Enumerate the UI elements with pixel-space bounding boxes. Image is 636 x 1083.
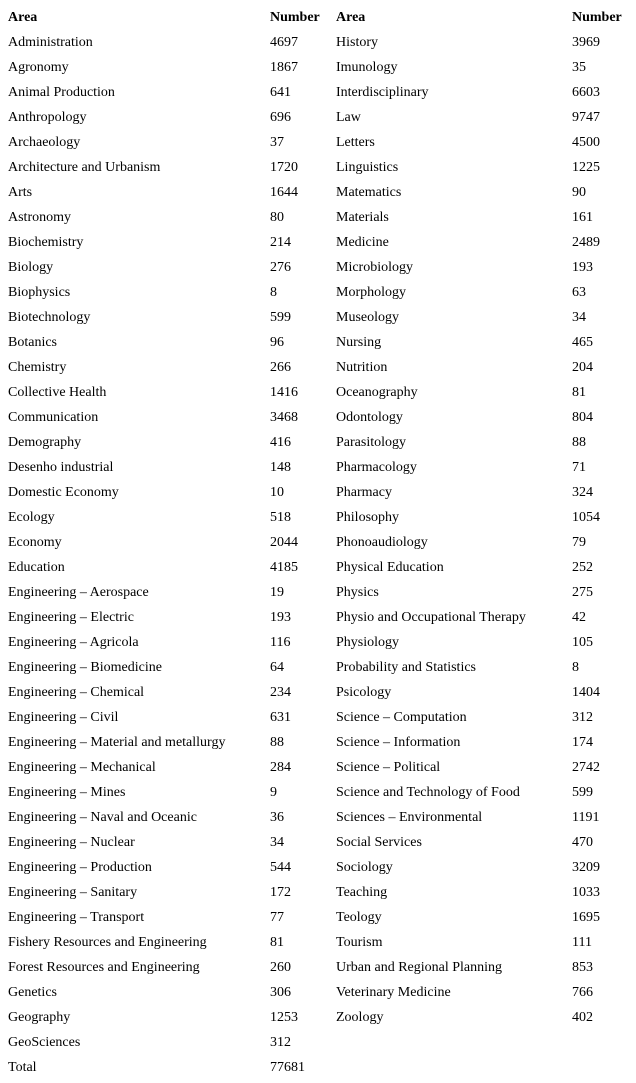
area-cell: Collective Health: [8, 384, 107, 400]
number-cell: 214: [270, 234, 291, 250]
area-cell: Teaching: [336, 884, 388, 900]
number-cell: 36: [270, 809, 284, 825]
table-row: [336, 55, 632, 80]
table-row: [336, 605, 632, 630]
area-cell: Ecology: [8, 509, 55, 525]
area-cell: Science – Political: [336, 759, 441, 775]
table-row: [336, 980, 632, 1005]
table-row: [336, 380, 632, 405]
number-cell: 148: [270, 459, 291, 475]
table-row: [8, 705, 336, 730]
area-cell: Parasitology: [336, 434, 406, 450]
table-row: [8, 855, 336, 880]
table-row: [336, 30, 632, 55]
number-cell: 599: [270, 309, 291, 325]
number-cell: 1033: [572, 884, 600, 900]
header-row: [336, 5, 632, 30]
area-cell: Letters: [336, 134, 375, 150]
table-row: [8, 1005, 336, 1030]
number-cell: 518: [270, 509, 291, 525]
number-cell: 161: [572, 209, 593, 225]
table-row: [8, 680, 336, 705]
table-row: [8, 630, 336, 655]
table-row: [8, 480, 336, 505]
table-row: [8, 205, 336, 230]
area-cell: Urban and Regional Planning: [336, 959, 503, 975]
number-cell: 105: [572, 634, 593, 650]
table-row: [336, 930, 632, 955]
area-cell: Engineering – Biomedicine: [8, 659, 162, 675]
area-cell: Engineering – Mechanical: [8, 759, 156, 775]
area-cell: Pharmacy: [336, 484, 392, 500]
table-row: [8, 230, 336, 255]
area-cell: Engineering – Material and metallurgy: [8, 734, 226, 750]
table-row: [336, 680, 632, 705]
area-cell: Agronomy: [8, 59, 69, 75]
area-cell: Philosophy: [336, 509, 400, 525]
area-cell: Physics: [336, 584, 379, 600]
table-row: [336, 130, 632, 155]
table-row: [336, 205, 632, 230]
number-cell: 116: [270, 634, 291, 650]
area-cell: Education: [8, 559, 65, 575]
table-row: [8, 980, 336, 1005]
area-cell: Interdisciplinary: [336, 84, 429, 100]
number-cell: 1404: [572, 684, 600, 700]
table-row: [336, 505, 632, 530]
number-cell: 193: [270, 609, 291, 625]
area-cell: Forest Resources and Engineering: [8, 959, 200, 975]
area-cell: Psicology: [336, 684, 392, 700]
area-cell: Total: [8, 1059, 37, 1075]
number-cell: 696: [270, 109, 291, 125]
table-row: [336, 105, 632, 130]
area-cell: Architecture and Urbanism: [8, 159, 161, 175]
column-header-area: Area: [8, 9, 38, 25]
number-cell: 34: [572, 309, 586, 325]
table-row: [8, 255, 336, 280]
number-cell: 416: [270, 434, 291, 450]
area-cell: Morphology: [336, 284, 406, 300]
area-cell: Nutrition: [336, 359, 388, 375]
table-row: [8, 580, 336, 605]
area-cell: Tourism: [336, 934, 383, 950]
area-cell: Science – Information: [336, 734, 461, 750]
area-cell: Arts: [8, 184, 33, 200]
table-row: [8, 80, 336, 105]
table-row: [8, 1055, 336, 1080]
number-cell: 252: [572, 559, 593, 575]
area-cell: Probability and Statistics: [336, 659, 476, 675]
table-row: [8, 955, 336, 980]
number-cell: 2489: [572, 234, 600, 250]
table-row: [336, 855, 632, 880]
area-cell: Biochemistry: [8, 234, 84, 250]
table-row: [336, 755, 632, 780]
table-row: [336, 305, 632, 330]
area-cell: Materials: [336, 209, 389, 225]
table-row: [8, 105, 336, 130]
area-cell: Botanics: [8, 334, 57, 350]
number-cell: 324: [572, 484, 593, 500]
areas-table-left: [8, 5, 336, 1080]
area-cell: GeoSciences: [8, 1034, 81, 1050]
number-cell: 4185: [270, 559, 298, 575]
table-row: [336, 155, 632, 180]
table-row: [336, 180, 632, 205]
number-cell: 42: [572, 609, 586, 625]
area-cell: Zoology: [336, 1009, 384, 1025]
number-cell: 1720: [270, 159, 298, 175]
area-cell: Sociology: [336, 859, 393, 875]
table-row: [336, 255, 632, 280]
area-cell: Animal Production: [8, 84, 115, 100]
number-cell: 1644: [270, 184, 298, 200]
area-cell: Geography: [8, 1009, 71, 1025]
number-cell: 2742: [572, 759, 600, 775]
number-cell: 599: [572, 784, 593, 800]
table-row: [336, 705, 632, 730]
number-cell: 6603: [572, 84, 600, 100]
table-row: [336, 730, 632, 755]
area-cell: Engineering – Transport: [8, 909, 145, 925]
area-cell: Chemistry: [8, 359, 67, 375]
area-cell: Teology: [336, 909, 382, 925]
number-cell: 193: [572, 259, 593, 275]
number-cell: 1191: [572, 809, 600, 825]
table-row: [8, 380, 336, 405]
column-header-number: Number: [572, 9, 622, 25]
number-cell: 260: [270, 959, 291, 975]
table-row: [336, 880, 632, 905]
table-row: [336, 955, 632, 980]
number-cell: 8: [572, 659, 579, 675]
table-row: [8, 280, 336, 305]
table-row: [8, 880, 336, 905]
number-cell: 631: [270, 709, 291, 725]
number-cell: 64: [270, 659, 284, 675]
table-row: [8, 555, 336, 580]
area-cell: Engineering – Agricola: [8, 634, 139, 650]
number-cell: 19: [270, 584, 284, 600]
area-cell: Veterinary Medicine: [336, 984, 451, 1000]
number-cell: 1416: [270, 384, 298, 400]
column-header-area: Area: [336, 9, 366, 25]
number-cell: 8: [270, 284, 277, 300]
table-row: [8, 755, 336, 780]
area-cell: Administration: [8, 34, 93, 50]
area-cell: Archaeology: [8, 134, 81, 150]
area-cell: Engineering – Production: [8, 859, 152, 875]
area-cell: Social Services: [336, 834, 422, 850]
area-cell: Desenho industrial: [8, 459, 114, 475]
number-cell: 111: [572, 934, 592, 950]
table-row: [336, 330, 632, 355]
table-row: [336, 580, 632, 605]
area-cell: Phonoaudiology: [336, 534, 428, 550]
area-cell: History: [336, 34, 378, 50]
number-cell: 77681: [270, 1059, 305, 1075]
header-row: [8, 5, 336, 30]
area-cell: Medicine: [336, 234, 389, 250]
area-cell: Sciences – Environmental: [336, 809, 483, 825]
table-row: [8, 905, 336, 930]
column-header-number: Number: [270, 9, 320, 25]
number-cell: 402: [572, 1009, 593, 1025]
table-row: [8, 1030, 336, 1055]
number-cell: 63: [572, 284, 586, 300]
area-cell: Economy: [8, 534, 62, 550]
number-cell: 1695: [572, 909, 600, 925]
area-cell: Biotechnology: [8, 309, 91, 325]
area-cell: Physiology: [336, 634, 400, 650]
table-row: [8, 505, 336, 530]
area-cell: Biophysics: [8, 284, 71, 300]
area-cell: Fishery Resources and Engineering: [8, 934, 207, 950]
number-cell: 544: [270, 859, 291, 875]
number-cell: 79: [572, 534, 586, 550]
number-cell: 174: [572, 734, 593, 750]
area-cell: Biology: [8, 259, 54, 275]
table-row: [8, 530, 336, 555]
area-cell: Domestic Economy: [8, 484, 119, 500]
table-row: [336, 530, 632, 555]
area-cell: Physio and Occupational Therapy: [336, 609, 526, 625]
table-row: [336, 905, 632, 930]
area-cell: Microbiology: [336, 259, 413, 275]
number-cell: 276: [270, 259, 291, 275]
area-cell: Science – Computation: [336, 709, 467, 725]
number-cell: 1054: [572, 509, 600, 525]
area-cell: Odontology: [336, 409, 403, 425]
table-row: [8, 30, 336, 55]
number-cell: 465: [572, 334, 593, 350]
table-row: [8, 930, 336, 955]
number-cell: 312: [572, 709, 593, 725]
number-cell: 204: [572, 359, 593, 375]
area-cell: Engineering – Chemical: [8, 684, 145, 700]
table-row: [8, 330, 336, 355]
area-cell: Engineering – Sanitary: [8, 884, 138, 900]
table-row: [336, 555, 632, 580]
number-cell: 275: [572, 584, 593, 600]
table-row: [336, 630, 632, 655]
number-cell: 804: [572, 409, 593, 425]
table-row: [8, 655, 336, 680]
area-cell: Genetics: [8, 984, 57, 1000]
area-cell: Matematics: [336, 184, 402, 200]
table-row: [8, 830, 336, 855]
area-cell: Linguistics: [336, 159, 399, 175]
table-row: [8, 430, 336, 455]
table-row: [8, 55, 336, 80]
number-cell: 1253: [270, 1009, 298, 1025]
area-cell: Demography: [8, 434, 82, 450]
table-row: [336, 780, 632, 805]
area-cell: Engineering – Nuclear: [8, 834, 135, 850]
table-row: [336, 280, 632, 305]
number-cell: 35: [572, 59, 586, 75]
number-cell: 10: [270, 484, 284, 500]
area-cell: Engineering – Civil: [8, 709, 119, 725]
table-body-left: [8, 30, 336, 1080]
number-cell: 1867: [270, 59, 298, 75]
area-cell: Anthropology: [8, 109, 87, 125]
number-cell: 9747: [572, 109, 600, 125]
area-cell: Physical Education: [336, 559, 444, 575]
number-cell: 3468: [270, 409, 298, 425]
number-cell: 96: [270, 334, 284, 350]
number-cell: 3209: [572, 859, 600, 875]
table-row: [8, 130, 336, 155]
table-row: [336, 830, 632, 855]
table-row: [8, 605, 336, 630]
number-cell: 88: [572, 434, 586, 450]
table-body-right: [336, 30, 632, 1030]
area-cell: Oceanography: [336, 384, 418, 400]
table-row: [336, 80, 632, 105]
table-row: [336, 1005, 632, 1030]
table-row: [8, 180, 336, 205]
number-cell: 1225: [572, 159, 600, 175]
table-row: [336, 805, 632, 830]
table-header-left: [8, 5, 336, 30]
number-cell: 4697: [270, 34, 298, 50]
number-cell: 71: [572, 459, 586, 475]
number-cell: 766: [572, 984, 593, 1000]
area-cell: Pharmacology: [336, 459, 417, 475]
area-cell: Science and Technology of Food: [336, 784, 520, 800]
number-cell: 306: [270, 984, 291, 1000]
area-cell: Law: [336, 109, 361, 125]
table-row: [8, 455, 336, 480]
table-row: [8, 730, 336, 755]
table-row: [336, 480, 632, 505]
number-cell: 853: [572, 959, 593, 975]
area-cell: Nursing: [336, 334, 382, 350]
number-cell: 234: [270, 684, 291, 700]
number-cell: 284: [270, 759, 291, 775]
number-cell: 312: [270, 1034, 291, 1050]
table-row: [336, 405, 632, 430]
area-cell: Communication: [8, 409, 99, 425]
area-cell: Imunology: [336, 59, 398, 75]
table-row: [8, 405, 336, 430]
number-cell: 81: [572, 384, 586, 400]
number-cell: 470: [572, 834, 593, 850]
table-row: [8, 155, 336, 180]
area-cell: Astronomy: [8, 209, 71, 225]
area-cell: Museology: [336, 309, 399, 325]
number-cell: 172: [270, 884, 291, 900]
number-cell: 9: [270, 784, 277, 800]
number-cell: 88: [270, 734, 284, 750]
area-cell: Engineering – Aerospace: [8, 584, 149, 600]
number-cell: 2044: [270, 534, 298, 550]
number-cell: 34: [270, 834, 284, 850]
areas-table-right: [336, 5, 632, 1030]
number-cell: 3969: [572, 34, 600, 50]
table-row: [336, 355, 632, 380]
table-row: [336, 655, 632, 680]
area-cell: Engineering – Naval and Oceanic: [8, 809, 197, 825]
number-cell: 266: [270, 359, 291, 375]
number-cell: 641: [270, 84, 291, 100]
number-cell: 77: [270, 909, 284, 925]
number-cell: 4500: [572, 134, 600, 150]
table-row: [336, 430, 632, 455]
area-cell: Engineering – Mines: [8, 784, 126, 800]
area-cell: Engineering – Electric: [8, 609, 134, 625]
table-row: [8, 780, 336, 805]
table-row: [8, 355, 336, 380]
number-cell: 37: [270, 134, 284, 150]
table-row: [336, 230, 632, 255]
table-row: [336, 455, 632, 480]
number-cell: 80: [270, 209, 284, 225]
number-cell: 81: [270, 934, 284, 950]
number-cell: 90: [572, 184, 586, 200]
table-row: [8, 805, 336, 830]
table-header-right: [336, 5, 632, 30]
table-row: [8, 305, 336, 330]
